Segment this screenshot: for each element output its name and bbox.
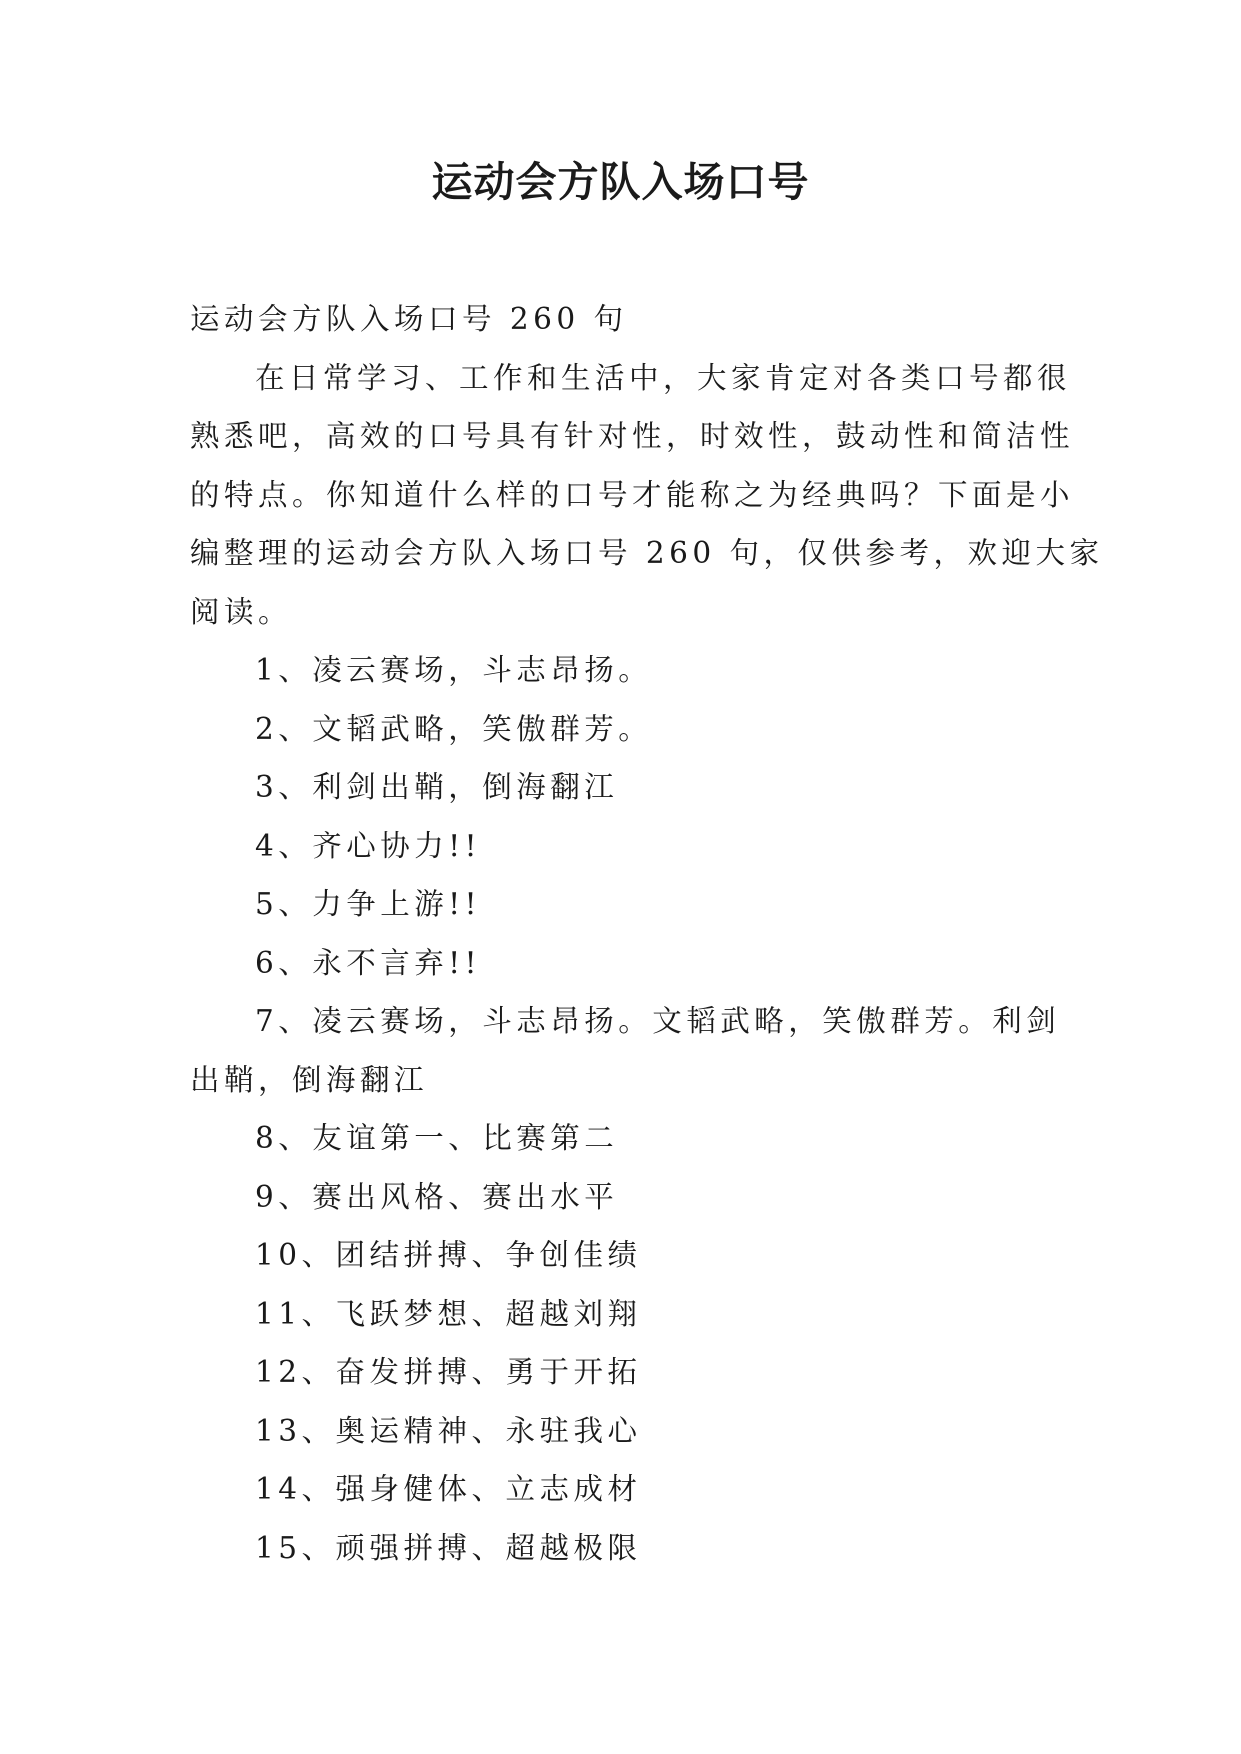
slogan-item: 15、顽强拼搏、超越极限: [255, 1530, 642, 1565]
slogan-item: 13、奥运精神、永驻我心: [255, 1413, 642, 1448]
intro-line: 熟悉吧，高效的口号具有针对性，时效性，鼓动性和简洁性: [190, 419, 1075, 453]
document-body: [190, 290, 1104, 1577]
slogan-item: 6、永不言弃!!: [255, 945, 481, 980]
intro-line: 的特点。你知道什么样的口号才能称之为经典吗？下面是小: [190, 477, 1075, 512]
slogan-item-continuation: 出鞘，倒海翻江: [190, 1062, 429, 1097]
slogan-item: 4、齐心协力!!: [255, 828, 481, 863]
document-title: 运动会方队入场口号: [431, 158, 810, 206]
intro-line: 编整理的运动会方队入场口号 260 句，仅供参考，欢迎大家: [190, 536, 1104, 570]
slogan-item: 12、奋发拼搏、勇于开拓: [255, 1355, 642, 1389]
slogan-item: 11、飞跃梦想、超越刘翔: [255, 1296, 642, 1331]
intro-line: 阅读。: [190, 594, 293, 629]
slogan-item: 2、文韬武略，笑傲群芳。: [255, 711, 653, 746]
slogan-item: 10、团结拼搏、争创佳绩: [255, 1238, 642, 1272]
slogan-item: 3、利剑出鞘，倒海翻江: [255, 770, 619, 804]
document-subtitle: 运动会方队入场口号 260 句: [190, 302, 628, 336]
slogan-item: 1、凌云赛场，斗志昂扬。: [255, 653, 653, 687]
slogan-item: 8、友谊第一、比赛第二: [255, 1121, 619, 1155]
slogan-item: 5、力争上游!!: [255, 887, 481, 921]
slogan-item: 14、强身健体、立志成材: [255, 1472, 642, 1506]
slogan-item: 7、凌云赛场，斗志昂扬。文韬武略，笑傲群芳。利剑: [255, 1004, 1061, 1038]
slogan-item: 9、赛出风格、赛出水平: [255, 1179, 619, 1214]
intro-line: 在日常学习、工作和生活中，大家肯定对各类口号都很: [255, 360, 1072, 395]
